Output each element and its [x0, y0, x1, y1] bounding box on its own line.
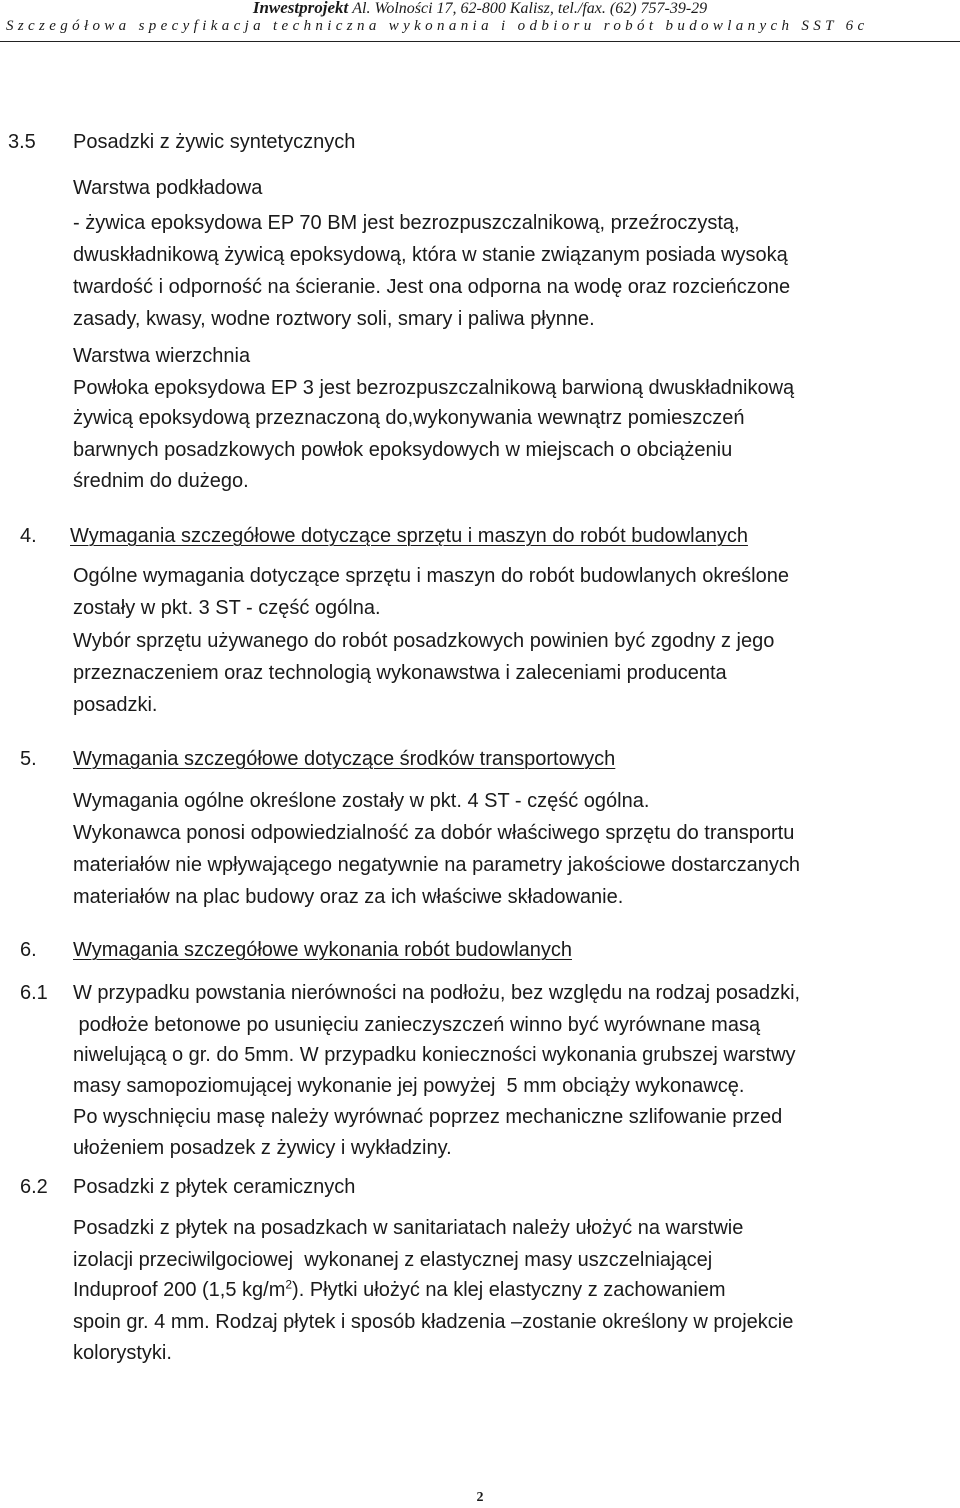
superscript: 2: [285, 1277, 293, 1292]
section-3-5-number: 3.5: [8, 131, 36, 153]
paragraph-line: - żywica epoksydowa EP 70 BM jest bezrozpuszczalnikową, przeźroczystą,: [73, 212, 740, 234]
paragraph-line: Posadzki z płytek na posadzkach w sanitariatach należy ułożyć na warstwie: [73, 1217, 744, 1239]
section-6-1-number: 6.1: [20, 982, 48, 1004]
paragraph-line: Powłoka epoksydowa EP 3 jest bezrozpuszczalnikową barwioną dwuskładnikową: [73, 377, 795, 399]
page-number: 2: [476, 1490, 484, 1505]
section-5-number: 5.: [20, 748, 37, 770]
text-fragment: Induproof 200 (1,5 kg/m: [73, 1279, 286, 1301]
paragraph-line: izolacji przeciwilgociowej wykonanej z elastycznej masy uszczelniającej: [73, 1249, 713, 1271]
paragraph-line: zostały w pkt. 3 ST - część ogólna.: [73, 597, 381, 619]
text-fragment: ). Płytki ułożyć na klej elastyczny z zachowaniem: [292, 1279, 726, 1301]
company-address: Al. Wolności 17, 62-800 Kalisz, tel./fax. (62) 757-39-29: [352, 0, 708, 17]
section-6-2-title: Posadzki z płytek ceramicznych: [73, 1176, 356, 1198]
paragraph-line: twardość i odporność na ścieranie. Jest ona odporna na wodę oraz rozcieńczone: [73, 276, 791, 298]
paragraph-line: Wybór sprzętu używanego do robót posadzkowych powinien być zgodny z jego: [73, 630, 775, 652]
paragraph-line: przeznaczeniem oraz technologią wykonawstwa i zaleceniami producenta: [73, 662, 727, 684]
section-4-number: 4.: [20, 525, 37, 547]
paragraph-line: posadzki.: [73, 694, 158, 716]
paragraph-line: spoin gr. 4 mm. Rodzaj płytek i sposób kładzenia –zostanie określony w projekcie: [73, 1311, 794, 1333]
paragraph-line: podłoże betonowe po usunięciu zanieczyszczeń winno być wyrównane masą: [73, 1014, 761, 1036]
paragraph-line: dwuskładnikową żywicą epoksydową, która w stanie związanym posiada wysoką: [73, 244, 788, 266]
paragraph-line: barwnych posadzkowych powłok epoksydowych w miejscach o obciążeniu: [73, 439, 733, 461]
paragraph-line: ułożeniem posadzek z żywicy i wykładziny.: [73, 1137, 452, 1159]
paragraph-line: W przypadku powstania nierówności na podłożu, bez względu na rodzaj posadzki,: [73, 982, 801, 1004]
section-3-5-title: Posadzki z żywic syntetycznych: [73, 131, 356, 153]
company-name: Inwestprojekt: [252, 0, 349, 17]
paragraph-line: zasady, kwasy, wodne roztwory soli, smary i paliwa płynne.: [73, 308, 595, 330]
header-divider: [0, 41, 960, 42]
paragraph-line: masy samopoziomującej wykonanie jej powyżej 5 mm obciąży wykonawcę.: [73, 1075, 745, 1097]
paragraph-line: Ogólne wymagania dotyczące sprzętu i maszyn do robót budowlanych określone: [73, 565, 789, 587]
header-company-line: [0, 0, 960, 18]
paragraph-line: Wykonawca ponosi odpowiedzialność za dobór właściwego sprzętu do transportu: [73, 822, 795, 844]
section-6-number: 6.: [20, 939, 37, 961]
section-4-title: Wymagania szczegółowe dotyczące sprzętu i maszyn do robót budowlanych: [70, 525, 748, 547]
subheading-top-layer: Warstwa wierzchnia: [73, 345, 251, 367]
spec-title: Szczegółowa specyfikacja techniczna wykonania i odbioru robót budowlanych SST 6c: [6, 18, 869, 34]
section-6-2-number: 6.2: [20, 1176, 48, 1198]
paragraph-line: materiałów na plac budowy oraz za ich właściwe składowanie.: [73, 886, 624, 908]
page-header: [0, 0, 960, 45]
paragraph-line: materiałów nie wpływającego negatywnie na parametry jakościowe dostarczanych: [73, 854, 801, 876]
paragraph-line: niwelującą o gr. do 5mm. W przypadku konieczności wykonania grubszej warstwy: [73, 1044, 796, 1066]
section-6-title: Wymagania szczegółowe wykonania robót budowlanych: [73, 939, 572, 961]
paragraph-line: średnim do dużego.: [73, 470, 249, 492]
paragraph-line-with-superscript: [73, 1279, 726, 1301]
paragraph-line: Wymagania ogólne określone zostały w pkt. 4 ST - część ogólna.: [73, 790, 650, 812]
paragraph-line: żywicą epoksydową przeznaczoną do,wykonywania wewnątrz pomieszczeń: [73, 407, 745, 429]
subheading-base-layer: Warstwa podkładowa: [73, 177, 263, 199]
section-5-title: Wymagania szczegółowe dotyczące środków transportowych: [73, 748, 616, 770]
paragraph-line: Po wyschnięciu masę należy wyrównać poprzez mechaniczne szlifowanie przed: [73, 1106, 783, 1128]
paragraph-line: kolorystyki.: [73, 1342, 172, 1364]
